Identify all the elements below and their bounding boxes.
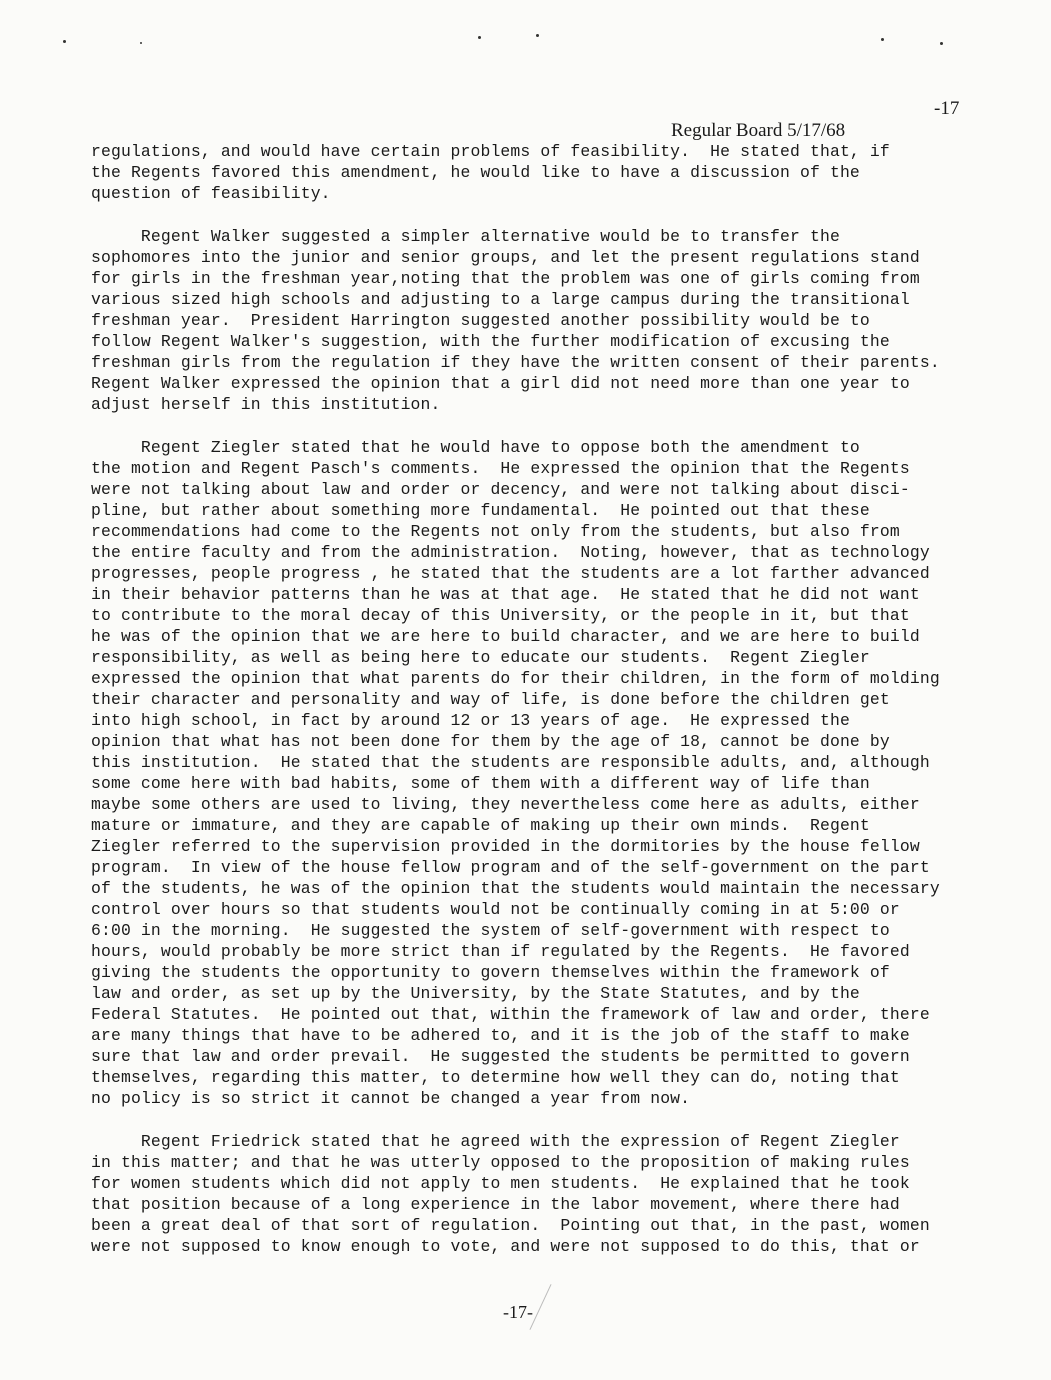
text-line: were not talking about law and order or decency, and were not talking about disci- <box>91 480 910 499</box>
text-line: responsibility, as well as being here to educate our students. Regent Ziegler <box>91 648 870 667</box>
text-line: law and order, as set up by the University, by the State Statutes, and by the <box>91 984 860 1003</box>
text-line: regulations, and would have certain problems of feasibility. He stated that, if <box>91 142 890 161</box>
paragraph <box>91 226 991 415</box>
text-line: been a great deal of that sort of regulation. Pointing out that, in the past, women <box>91 1216 930 1235</box>
text-line: control over hours so that students would not be continually coming in at 5:00 or <box>91 900 900 919</box>
paragraph <box>91 141 991 204</box>
text-line: program. In view of the house fellow program and of the self-government on the part <box>91 858 930 877</box>
text-line: freshman year. President Harrington suggested another possibility would be to <box>91 311 870 330</box>
text-line: Regent Walker expressed the opinion that a girl did not need more than one year to <box>91 374 910 393</box>
text-line: are many things that have to be adhered to, and it is the job of the staff to make <box>91 1026 910 1045</box>
text-line: Ziegler referred to the supervision provided in the dormitories by the house fellow <box>91 837 920 856</box>
text-line: adjust herself in this institution. <box>91 395 441 414</box>
text-line: Regent Ziegler stated that he would have to oppose both the amendment to <box>91 438 860 457</box>
text-line: their character and personality and way of life, is done before the children get <box>91 690 890 709</box>
text-line: freshman girls from the regulation if they have the written consent of their parents. <box>91 353 940 372</box>
text-line: some come here with bad habits, some of them with a different way of life than <box>91 774 870 793</box>
text-line: pline, but rather about something more fundamental. He pointed out that these <box>91 501 870 520</box>
text-line: expressed the opinion that what parents do for their children, in the form of molding <box>91 669 940 688</box>
minutes-body <box>91 141 991 1279</box>
text-line: Regent Friedrick stated that he agreed with the expression of Regent Ziegler <box>91 1132 900 1151</box>
text-line: were not supposed to know enough to vote, and were not supposed to do this, that or <box>91 1237 920 1256</box>
page-footer-number: -17- <box>503 1302 533 1322</box>
text-line: maybe some others are used to living, they nevertheless come here as adults, either <box>91 795 920 814</box>
text-line: in their behavior patterns than he was at that age. He stated that he did not want <box>91 585 920 604</box>
text-line: recommendations had come to the Regents not only from the students, but also from <box>91 522 900 541</box>
text-line: of the students, he was of the opinion that the students would maintain the necessary <box>91 879 940 898</box>
text-line: for women students which did not apply to men students. He explained that he took <box>91 1174 910 1193</box>
header-title: Regular Board 5/17/68 <box>671 120 846 141</box>
text-line: question of feasibility. <box>91 184 331 203</box>
text-line: giving the students the opportunity to govern themselves within the framework of <box>91 963 890 982</box>
text-line: opinion that what has not been done for them by the age of 18, cannot be done by <box>91 732 890 751</box>
text-line: progresses, people progress , he stated that the students are a lot farther advanced <box>91 564 930 583</box>
text-line: various sized high schools and adjusting to a large campus during the transitional <box>91 290 910 309</box>
text-line: into high school, in fact by around 12 or 13 years of age. He expressed the <box>91 711 850 730</box>
text-line: the entire faculty and from the administration. Noting, however, that as technology <box>91 543 930 562</box>
text-line: sophomores into the junior and senior groups, and let the present regulations stand <box>91 248 920 267</box>
text-line: in this matter; and that he was utterly opposed to the proposition of making rules <box>91 1153 910 1172</box>
text-line: Federal Statutes. He pointed out that, within the framework of law and order, there <box>91 1005 930 1024</box>
header-page-number: -17 <box>934 98 960 119</box>
text-line: he was of the opinion that we are here to build character, and we are here to build <box>91 627 920 646</box>
text-line: follow Regent Walker's suggestion, with the further modification of excusing the <box>91 332 890 351</box>
text-line: hours, would probably be more strict than if regulated by the Regents. He favored <box>91 942 910 961</box>
text-line: themselves, regarding this matter, to determine how well they can do, noting that <box>91 1068 900 1087</box>
text-line: this institution. He stated that the students are responsible adults, and, although <box>91 753 930 772</box>
text-line: mature or immature, and they are capable of making up their own minds. Regent <box>91 816 870 835</box>
text-line: the motion and Regent Pasch's comments. He expressed the opinion that the Regents <box>91 459 910 478</box>
paragraph <box>91 437 991 1109</box>
text-line: for girls in the freshman year,noting that the problem was one of girls coming from <box>91 269 920 288</box>
text-line: Regent Walker suggested a simpler alternative would be to transfer the <box>91 227 840 246</box>
paragraph <box>91 1131 991 1257</box>
text-line: that position because of a long experience in the labor movement, where there had <box>91 1195 900 1214</box>
text-line: to contribute to the moral decay of this University, or the people in it, but that <box>91 606 910 625</box>
text-line: the Regents favored this amendment, he would like to have a discussion of the <box>91 163 860 182</box>
text-line: sure that law and order prevail. He suggested the students be permitted to govern <box>91 1047 910 1066</box>
text-line: 6:00 in the morning. He suggested the system of self-government with respect to <box>91 921 890 940</box>
text-line: no policy is so strict it cannot be changed a year from now. <box>91 1089 691 1108</box>
